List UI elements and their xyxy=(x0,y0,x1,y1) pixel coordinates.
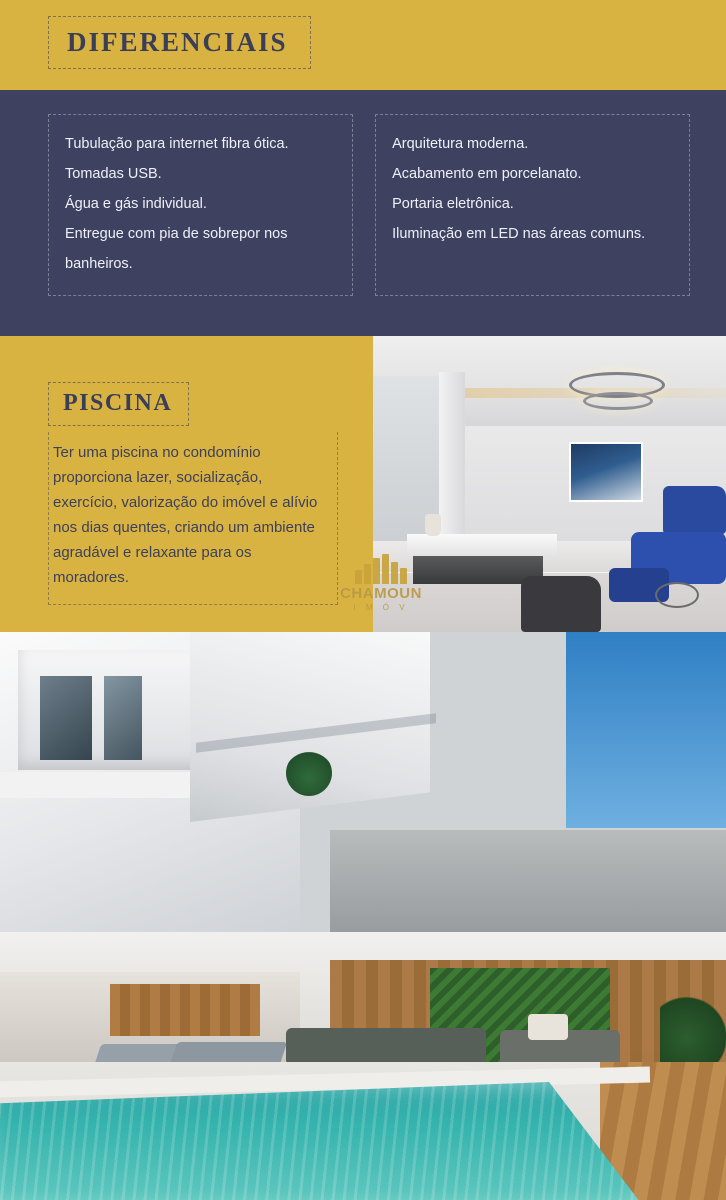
ring-light-icon xyxy=(583,392,653,410)
plant xyxy=(286,750,332,796)
dark-armchair xyxy=(521,576,601,632)
feature-item: Acabamento em porcelanato. xyxy=(392,166,582,182)
outdoor-sofa xyxy=(286,1028,486,1066)
feature-item: Tubulação para internet fibra ótica. xyxy=(65,136,289,152)
pool-title: PISCINA xyxy=(63,390,173,416)
interior-render-image xyxy=(373,336,726,632)
differentials-title-box xyxy=(48,16,311,69)
palm-plant xyxy=(660,992,726,1068)
watermark-name: CHAMOUN xyxy=(340,585,422,602)
feature-item: Iluminação em LED nas áreas comuns. xyxy=(392,226,646,242)
pool-body-box xyxy=(48,432,338,605)
counter-top xyxy=(407,534,557,556)
feature-item: Portaria eletrônica. xyxy=(392,196,514,212)
differentials-header-band xyxy=(0,0,726,90)
pool-text-panel xyxy=(0,336,373,632)
features-column-right xyxy=(375,114,690,296)
pool-description-band xyxy=(0,336,726,632)
coffee-table xyxy=(655,582,699,608)
features-wrapper xyxy=(48,114,690,296)
pool-photo xyxy=(0,632,726,1200)
page-title: DIFERENCIAIS xyxy=(67,27,288,57)
window xyxy=(104,676,142,760)
differentials-list-band xyxy=(0,90,726,336)
pool-body-text: Ter uma piscina no condomínio proporciona lazer, socialização, exercício, valorização do imóvel e alívio nos dias quentes, criando um ambiente agradável e relaxante para os moradores. xyxy=(53,444,318,586)
feature-item: Tomadas USB. xyxy=(65,166,162,182)
pool-title-box xyxy=(48,382,189,426)
feature-item: Entregue com pia de sobrepor nos banheiros. xyxy=(65,226,288,272)
cushion xyxy=(528,1014,568,1040)
water-ripples xyxy=(0,1082,640,1200)
vase xyxy=(425,514,441,536)
wall-artwork xyxy=(569,442,643,502)
kitchen-cabinets xyxy=(110,984,260,1036)
feature-item: Arquitetura moderna. xyxy=(392,136,529,152)
features-column-left xyxy=(48,114,353,296)
blue-armchair xyxy=(663,486,726,534)
window xyxy=(40,676,92,760)
watermark-subtitle: I M Ó V xyxy=(353,603,409,612)
feature-item: Água e gás individual. xyxy=(65,196,207,212)
